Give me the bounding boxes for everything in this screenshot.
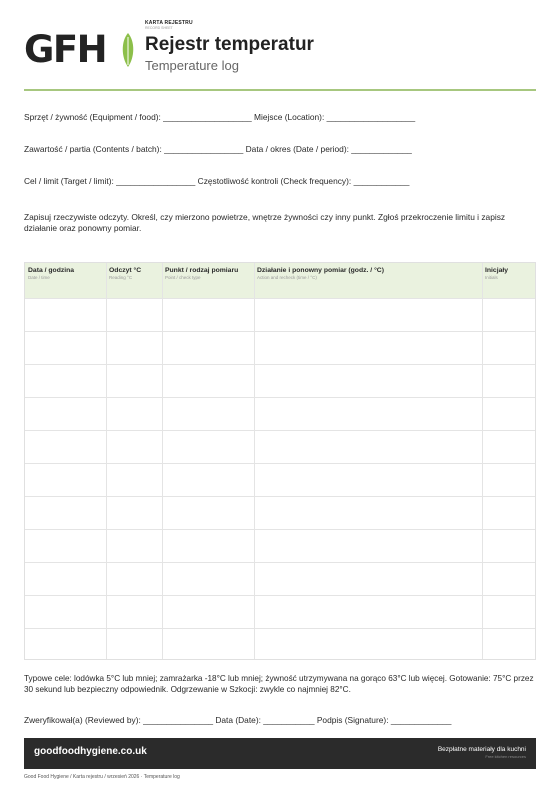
page-title: Rejestr temperatur <box>145 34 314 55</box>
leaf-icon <box>120 32 136 68</box>
row-divider <box>25 463 535 464</box>
instructions-text: Zapisuj rzeczywiste odczyty. Określ, czy mierzono powietrze, wnętrze żywności czy inny punkt. Zgłoś przekroczenie limitu i zapisz działanie oraz ponowny pomiar. <box>24 212 506 233</box>
row-divider <box>25 595 535 596</box>
gfh-logo <box>24 28 134 72</box>
header-divider <box>24 89 536 91</box>
row-divider <box>25 430 535 431</box>
kicker-label: KARTA REJESTRU <box>145 20 193 26</box>
row-divider <box>25 397 535 398</box>
column-header-reading: Odczyt °C Reading °C <box>109 267 142 280</box>
typical-targets-note: Typowe cele: lodówka 5°C lub mniej; zamrażarka -18°C lub mniej; żywność utrzymywana na gorąco 63°C lub więcej. Gotowanie: 75°C przez 30 sekund lub bezpieczny odpowiednik. Odgrzewanie w Szkocji: zwykle co najmniej 82°C. <box>24 674 534 694</box>
row-divider <box>25 562 535 563</box>
row-divider <box>25 298 535 299</box>
contents-date-field[interactable]: Zawartość / partia (Contents / batch): _________________ Data / okres (Date / period): _____________ <box>24 144 412 154</box>
column-divider <box>254 263 255 659</box>
table-header <box>25 263 535 298</box>
column-header-initials: Inicjały Initials <box>485 267 509 280</box>
row-divider <box>25 496 535 497</box>
column-header-date-time: Data / godzina Date / time <box>28 267 75 280</box>
row-divider <box>25 331 535 332</box>
column-divider <box>162 263 163 659</box>
logo-wordmark: GFH <box>24 28 107 71</box>
target-frequency-field[interactable]: Cel / limit (Target / limit): _________________ Częstotliwość kontroli (Check frequency): ____________ <box>24 176 410 186</box>
kicker-sublabel: RECORD SHEET <box>145 26 173 30</box>
website-link[interactable]: goodfoodhygiene.co.uk <box>34 746 147 757</box>
column-header-action: Działanie i ponowny pomiar (godz. / °C) Action and recheck (time / °C) <box>257 267 384 280</box>
row-divider <box>25 364 535 365</box>
column-divider <box>106 263 107 659</box>
equipment-location-field[interactable]: Sprzęt / żywność (Equipment / food): ___________________ Miejsce (Location): ___________________ <box>24 112 416 122</box>
column-header-point: Punkt / rodzaj pomiaru Point / check type <box>165 267 239 280</box>
row-divider <box>25 628 535 629</box>
document-header <box>24 20 536 80</box>
row-divider <box>25 529 535 530</box>
page-subtitle: Temperature log <box>145 58 239 73</box>
temperature-log-table <box>24 262 536 660</box>
footer-bar <box>24 738 536 769</box>
review-signoff-field[interactable]: Zweryfikował(a) (Reviewed by): _______________ Data (Date): ___________ Podpis (Signature): _____________ <box>24 715 452 725</box>
document-meta: Good Food Hygiene / Karta rejestru / wrzesień 2026 · Temperature log <box>24 774 180 780</box>
column-divider <box>482 263 483 659</box>
footer-tagline: Bezpłatne materiały dla kuchni Free kitchen resources <box>437 746 526 759</box>
